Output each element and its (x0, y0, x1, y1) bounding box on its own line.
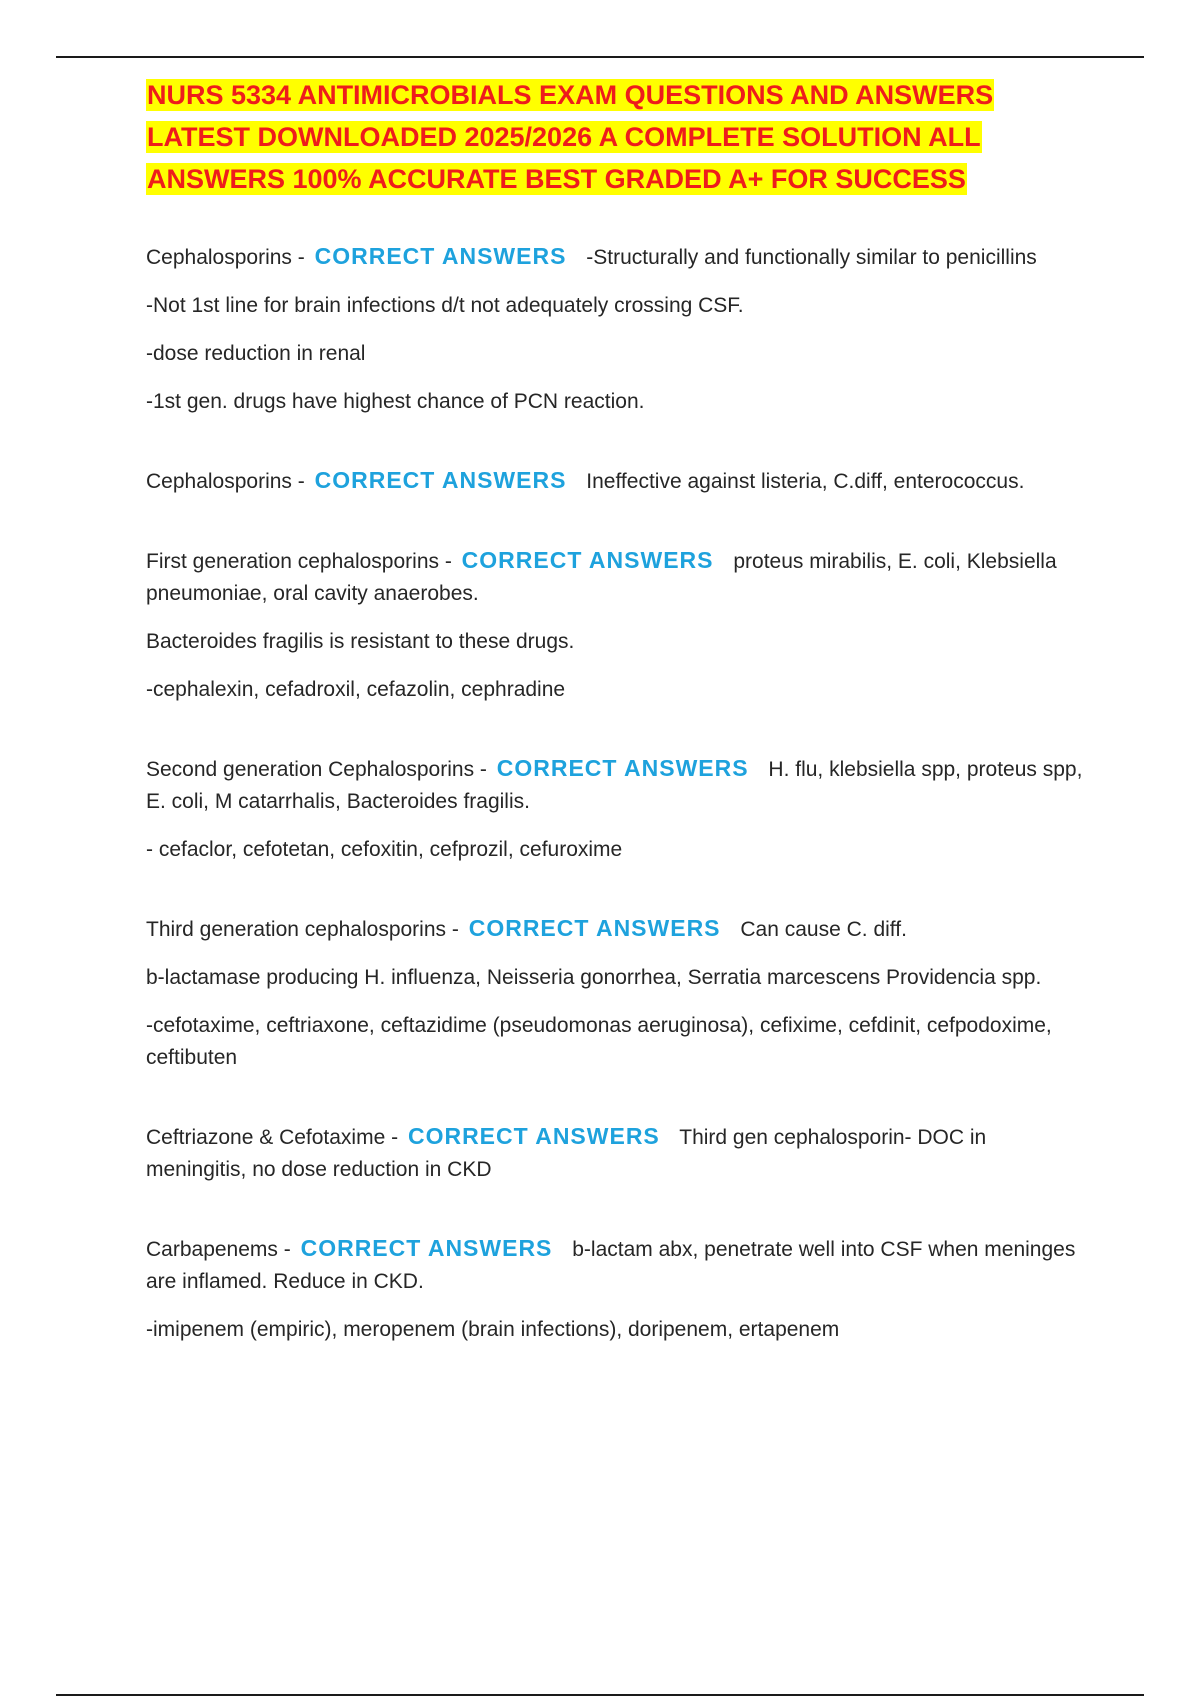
qa-entry (146, 1232, 1091, 1346)
qa-answer: Can cause C. diff. (740, 918, 907, 941)
qa-term: Second generation Cephalosporins - (146, 758, 487, 781)
qa-question (146, 1232, 1091, 1298)
correct-answers-label: CORRECT ANSWERS (496, 755, 749, 781)
qa-entry (146, 544, 1091, 706)
qa-note: Bacteroides fragilis is resistant to these drugs. (146, 630, 575, 653)
qa-question (146, 464, 1091, 498)
qa-note: - cefaclor, cefotetan, cefoxitin, cefprozil, cefuroxime (146, 838, 623, 861)
correct-answers-label: CORRECT ANSWERS (468, 915, 721, 941)
qa-question (146, 752, 1091, 818)
qa-question (146, 544, 1091, 610)
qa-term: First generation cephalosporins - (146, 550, 452, 573)
qa-answer: H. flu, klebsiella spp, proteus spp, E. coli, M catarrhalis, Bacteroides fragilis. (146, 758, 1083, 813)
correct-answers-label: CORRECT ANSWERS (314, 467, 567, 493)
qa-note: -1st gen. drugs have highest chance of PCN reaction. (146, 390, 645, 413)
qa-note: -imipenem (empiric), meropenem (brain infections), doripenem, ertapenem (146, 1318, 840, 1341)
qa-answer: Ineffective against listeria, C.diff, enterococcus. (586, 470, 1025, 493)
qa-note: -Not 1st line for brain infections d/t not adequately crossing CSF. (146, 294, 744, 317)
qa-answer: -Structurally and functionally similar to penicillins (586, 246, 1037, 269)
qa-term: Third generation cephalosporins - (146, 918, 459, 941)
qa-entry (146, 240, 1091, 418)
qa-term: Ceftriazone & Cefotaxime - (146, 1126, 399, 1149)
title-line: LATEST DOWNLOADED 2025/2026 A COMPLETE SOLUTION ALL (147, 122, 981, 152)
document-body (146, 74, 1091, 1392)
qa-term: Cephalosporins - (146, 470, 305, 493)
qa-entry (146, 464, 1091, 498)
qa-answer: proteus mirabilis, E. coli, Klebsiella pneumoniae, oral cavity anaerobes. (146, 550, 1057, 605)
correct-answers-label: CORRECT ANSWERS (407, 1123, 660, 1149)
document-title (146, 74, 1091, 200)
qa-note: b-lactamase producing H. influenza, Neisseria gonorrhea, Serratia marcescens Providencia spp. (146, 966, 1042, 989)
header-rule (56, 56, 1144, 58)
title-line: ANSWERS 100% ACCURATE BEST GRADED A+ FOR SUCCESS (147, 164, 966, 194)
qa-entry (146, 752, 1091, 866)
correct-answers-label: CORRECT ANSWERS (300, 1235, 553, 1261)
qa-question (146, 912, 1091, 946)
qa-entry (146, 1120, 1091, 1186)
qa-question (146, 240, 1091, 274)
title-line: NURS 5334 ANTIMICROBIALS EXAM QUESTIONS AND ANSWERS (147, 80, 994, 110)
qa-term: Cephalosporins - (146, 246, 305, 269)
qa-entry (146, 912, 1091, 1074)
qa-note: -cefotaxime, ceftriaxone, ceftazidime (pseudomonas aeruginosa), cefixime, cefdinit, cefpodoxime, ceftibuten (146, 1014, 1052, 1069)
qa-answer: b-lactam abx, penetrate well into CSF when meninges are inflamed. Reduce in CKD. (146, 1238, 1076, 1293)
qa-note: -cephalexin, cefadroxil, cefazolin, cephradine (146, 678, 566, 701)
qa-answer: Third gen cephalosporin- DOC in meningitis, no dose reduction in CKD (146, 1126, 987, 1181)
qa-question (146, 1120, 1091, 1186)
correct-answers-label: CORRECT ANSWERS (461, 547, 714, 573)
correct-answers-label: CORRECT ANSWERS (314, 243, 567, 269)
qa-note: -dose reduction in renal (146, 342, 366, 365)
footer-rule (56, 1694, 1144, 1696)
qa-term: Carbapenems - (146, 1238, 291, 1261)
